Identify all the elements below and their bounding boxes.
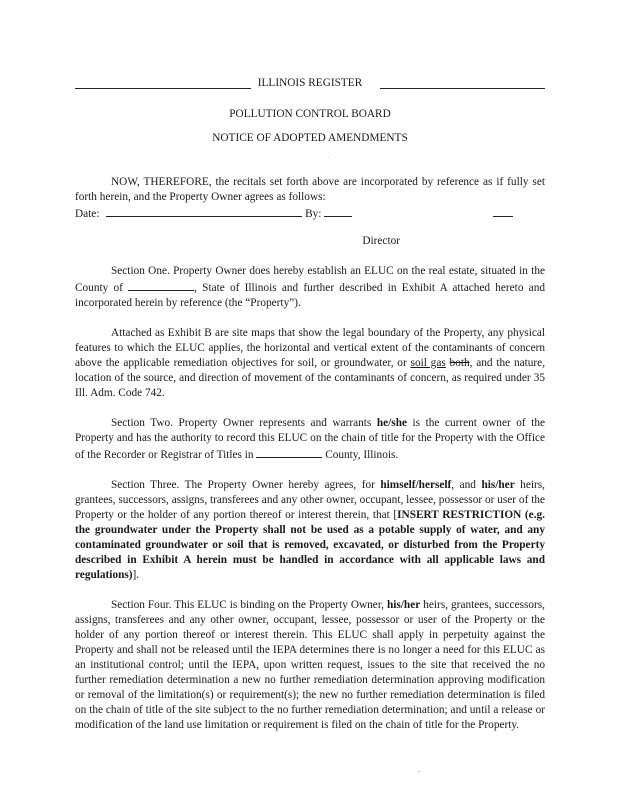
notice-title: NOTICE OF ADOPTED AMENDMENTS (212, 132, 408, 144)
section-two-bold: he/she (376, 417, 407, 429)
section-two-text-b: is the current owner of the Property and has the authority to record this ELUC on the chain of title for the Property with the Office of the Recorder or Registrar of Titles in (75, 417, 546, 461)
document-page (75, 76, 545, 733)
section-two-text-a: Section Two. Property Owner represents and warrants (111, 417, 372, 429)
struck-both-text: both (449, 357, 470, 369)
register-header (75, 76, 545, 92)
footer-speck: . (418, 765, 420, 774)
section-four (75, 598, 545, 733)
section-three-text-d: ]. (132, 569, 140, 581)
signature-line (75, 205, 545, 220)
signature-blank (493, 205, 513, 217)
section-two-text-c: County, Illinois. (325, 449, 399, 461)
register-title: ILLINOIS REGISTER (257, 77, 363, 89)
board-title: POLLUTION CONTROL BOARD (229, 108, 391, 120)
section-three-text-c: heirs, grantees, successors, assigns, transferees and any other owner, occupant, lessee, possessor or user of the Property or the holder of any portion thereof or interest therein, that [ (75, 479, 546, 521)
date-blank (106, 205, 302, 217)
section-two (75, 416, 545, 463)
date-label: Date: (75, 208, 100, 220)
header-rule-left (75, 88, 251, 89)
section-one-text-b: , State of Illinois and further described in Exhibit A attached hereto and incorporated herein by reference (the “Property”). (75, 282, 545, 309)
by-label: By: (305, 208, 322, 220)
county-blank (128, 279, 194, 291)
by-blank (324, 205, 352, 217)
section-four-text-a: Section Four. This ELUC is binding on the Property Owner, (111, 599, 384, 611)
section-one-text-a: Section One. Property Owner does hereby establish an ELUC on the real estate, situated in the County of (75, 265, 545, 294)
section-three-text-a: Section Three. The Property Owner hereby agrees, for (111, 479, 375, 491)
section-three-bold-1: himself/herself (380, 479, 452, 491)
recorder-county-blank (256, 446, 322, 458)
soil-gas-text: soil gas (410, 357, 446, 369)
section-three-text-b: , and (451, 479, 476, 491)
exhibit-b-text-b: , and the nature, location of the source, and direction of movement of the contaminants of concern, as required under 35 Ill. Adm. Code 742. (75, 357, 546, 399)
header-rule-right (380, 88, 545, 89)
section-three-restriction: INSERT RESTRICTION (e.g. the groundwater under the Property shall not be used as a potable supply of water, and any contaminated groundwater or soil that is removed, excavated, or disturbed from the Property described in Exhibit A herein must be handled in accordance with all applicable laws and regulations) (75, 509, 545, 581)
section-one (75, 264, 545, 311)
section-three (75, 478, 545, 583)
exhibit-b-text-a: Attached as Exhibit B are site maps that show the legal boundary of the Property, any physical features to which the ELUC applies, the horizontal and vertical extent of the contaminants of concern above the applicable remediation objectives for soil, or groundwater, or (75, 327, 545, 369)
section-four-text-b: heirs, grantees, successors, assigns, transferees and any other owner, occupant, lessee, possessor or user of the Property or the holder of any portion thereof or interest therein. This ELUC shall apply in perpetuity against the Property and shall not be released until the IEPA determines there is no longer a need for this ELUC as an institutional control; until the IEPA, upon written request, issues to the site that received the no further remediation determination a new no further remediation determination approving modification or removal of the limitation(s) or requirement(s); the new no further remediation determination is filed on the chain of title of the site subject to the no further remediation determination; and until a release or modification of the land use limitation or requirement is filed on the chain of title for the Property. (75, 599, 546, 731)
director-label: Director (362, 235, 400, 247)
intro-paragraph (75, 175, 545, 205)
intro-text: NOW, THEREFORE, the recitals set forth above are incorporated by reference as if fully set forth herein, and the Property Owner agrees as follows: (75, 176, 545, 203)
exhibit-b-paragraph (75, 326, 545, 401)
section-three-bold-2: his/her (481, 479, 515, 491)
section-four-bold: his/her (386, 599, 421, 611)
scan-speck: . (328, 154, 330, 160)
